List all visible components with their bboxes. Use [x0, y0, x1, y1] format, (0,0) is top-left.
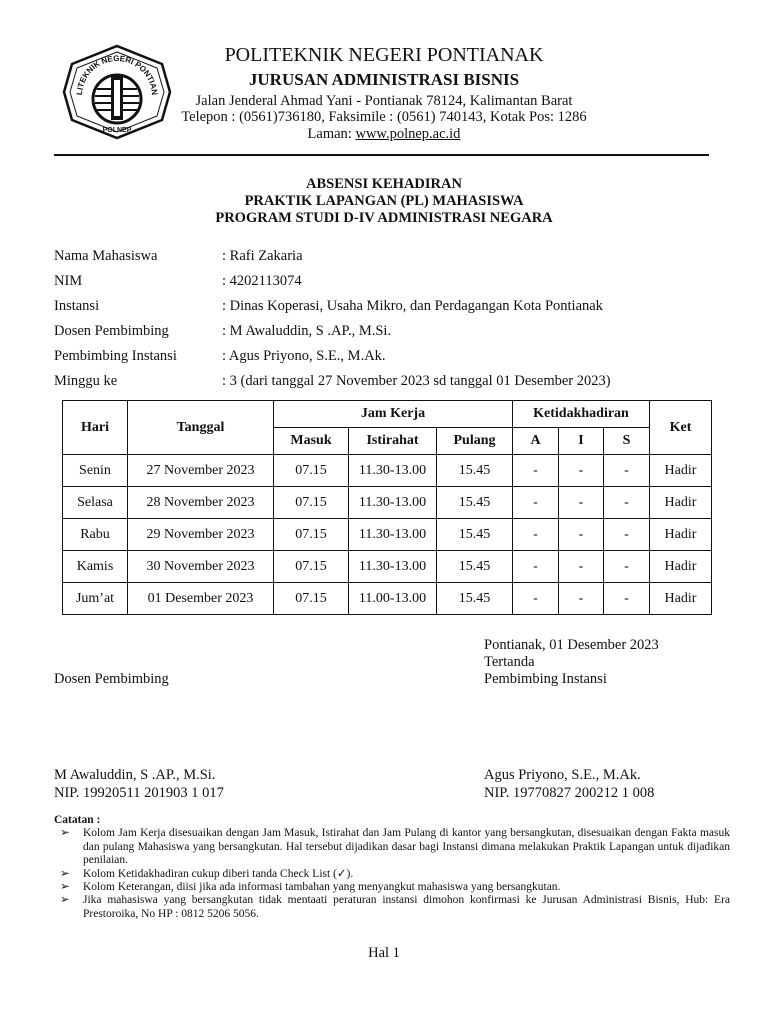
right-signer-role: Pembimbing Instansi [484, 671, 607, 687]
cell-istirahat: 11.00-13.00 [349, 583, 437, 615]
cell-masuk: 07.15 [274, 551, 349, 583]
arrow-bullet-icon: ➢ [60, 867, 70, 880]
note-text: Kolom Ketidakhadiran cukup diberi tanda Check List (✓). [83, 867, 354, 880]
notes-section [54, 814, 730, 921]
left-signer-nip: NIP. 19920511 201903 1 017 [54, 785, 224, 801]
table-row [63, 519, 712, 551]
note-text: Jika mahasiswa yang bersangkutan tidak mentaati peraturan instansi dimohon konfirmasi ke Jurusan Administrasi Bisnis, Hub: Era Prestoroika, No HP : 0812 5206 5056. [83, 894, 730, 920]
cell-masuk: 07.15 [274, 583, 349, 615]
phone-fax: Telepon : (0561)736180, Faksimile : (0561) 740143, Kotak Pos: 1286 [181, 109, 587, 125]
list-item [54, 868, 730, 881]
list-item [54, 827, 730, 867]
cell-hari: Senin [63, 455, 128, 487]
cell-tanggal: 30 November 2023 [128, 551, 274, 583]
info-value: : 4202113074 [222, 273, 302, 289]
doc-title-2: PRAKTIK LAPANGAN (PL) MAHASISWA [244, 193, 524, 209]
cell-s: - [604, 583, 650, 615]
cell-s: - [604, 551, 650, 583]
col-header-istirahat: Istirahat [349, 428, 437, 455]
info-label: Nama Mahasiswa [54, 248, 158, 264]
cell-istirahat: 11.30-13.00 [349, 487, 437, 519]
table-row [63, 487, 712, 519]
notes-list [54, 827, 730, 921]
cell-pulang: 15.45 [437, 519, 513, 551]
cell-istirahat: 11.30-13.00 [349, 551, 437, 583]
department-name: JURUSAN ADMINISTRASI BISNIS [248, 70, 520, 89]
cell-i: - [559, 487, 604, 519]
info-label: Pembimbing Instansi [54, 348, 177, 364]
arrow-bullet-icon: ➢ [60, 827, 70, 840]
info-label: Instansi [54, 298, 100, 314]
info-value: : Rafi Zakaria [222, 248, 303, 264]
website-label: Laman: [307, 126, 356, 142]
cell-i: - [559, 551, 604, 583]
cell-hari: Kamis [63, 551, 128, 583]
cell-ket: Hadir [650, 583, 712, 615]
cell-tanggal: 28 November 2023 [128, 487, 274, 519]
cell-i: - [559, 455, 604, 487]
institution-name: POLITEKNIK NEGERI PONTIANAK [224, 44, 544, 66]
cell-hari: Selasa [63, 487, 128, 519]
cell-a: - [513, 455, 559, 487]
doc-title-1: ABSENSI KEHADIRAN [306, 176, 462, 192]
cell-pulang: 15.45 [437, 583, 513, 615]
col-header-hari: Hari [63, 401, 128, 455]
place-date: Pontianak, 01 Desember 2023 [484, 637, 659, 653]
cell-s: - [604, 519, 650, 551]
cell-a: - [513, 551, 559, 583]
info-value: : Dinas Koperasi, Usaha Mikro, dan Perdagangan Kota Pontianak [222, 298, 603, 314]
arrow-bullet-icon: ➢ [60, 894, 70, 907]
col-header-pulang: Pulang [437, 428, 513, 455]
cell-pulang: 15.45 [437, 551, 513, 583]
cell-tanggal: 27 November 2023 [128, 455, 274, 487]
right-signer-nip: NIP. 19770827 200212 1 008 [484, 785, 655, 801]
col-header-ketidakhadiran: Ketidakhadiran [513, 401, 650, 428]
cell-a: - [513, 519, 559, 551]
info-value: : M Awaluddin, S .AP., M.Si. [222, 323, 392, 339]
arrow-bullet-icon: ➢ [60, 881, 70, 894]
cell-s: - [604, 455, 650, 487]
cell-masuk: 07.15 [274, 487, 349, 519]
col-header-ket: Ket [650, 401, 712, 455]
cell-masuk: 07.15 [274, 519, 349, 551]
table-row [63, 583, 712, 615]
cell-s: - [604, 487, 650, 519]
cell-tanggal: 01 Desember 2023 [128, 583, 274, 615]
list-item [54, 881, 730, 894]
doc-title-3: PROGRAM STUDI D-IV ADMINISTRASI NEGARA [215, 210, 553, 226]
note-text: Kolom Keterangan, diisi jika ada informasi tambahan yang menyangkut mahasiswa yang bersangkutan. [83, 881, 561, 894]
logo-ring-text: LITEKNIK NEGERI PONTIAN [74, 53, 160, 96]
cell-a: - [513, 487, 559, 519]
polnep-logo [62, 44, 172, 140]
cell-ket: Hadir [650, 519, 712, 551]
col-header-a: A [513, 428, 559, 455]
cell-i: - [559, 583, 604, 615]
col-header-i: I [559, 428, 604, 455]
info-label: Dosen Pembimbing [54, 323, 169, 339]
cell-pulang: 15.45 [437, 487, 513, 519]
cell-ket: Hadir [650, 455, 712, 487]
cell-tanggal: 29 November 2023 [128, 519, 274, 551]
cell-istirahat: 11.30-13.00 [349, 519, 437, 551]
header-divider [54, 154, 709, 156]
table-row [63, 551, 712, 583]
attendance-table [62, 400, 712, 615]
page-number: Hal 1 [368, 945, 400, 961]
table-row [63, 455, 712, 487]
cell-i: - [559, 519, 604, 551]
left-signer-name: M Awaluddin, S .AP., M.Si. [54, 767, 216, 783]
cell-ket: Hadir [650, 487, 712, 519]
cell-hari: Rabu [63, 519, 128, 551]
info-label: Minggu ke [54, 373, 118, 389]
col-header-s: S [604, 428, 650, 455]
col-header-jam-kerja: Jam Kerja [274, 401, 513, 428]
col-header-masuk: Masuk [274, 428, 349, 455]
cell-pulang: 15.45 [437, 455, 513, 487]
cell-a: - [513, 583, 559, 615]
tertanda-label: Tertanda [484, 654, 535, 670]
left-signer-role: Dosen Pembimbing [54, 671, 169, 687]
cell-ket: Hadir [650, 551, 712, 583]
note-text: Kolom Jam Kerja disesuaikan dengan Jam Masuk, Istirahat dan Jam Pulang di kantor yang bersangkutan, disesuaikan dengan Fakta masuk dan pulang Mahasiswa yang bersangkutan. Hal tersebut dijadikan dasar bagi Instansi dimana melakukan Praktik Lapangan untuk dijadikan penilaian. [83, 827, 730, 867]
list-item [54, 894, 730, 921]
info-label: NIM [54, 273, 83, 289]
website-link[interactable]: www.polnep.ac.id [355, 126, 461, 142]
notes-title: Catatan : [54, 814, 101, 826]
address: Jalan Jenderal Ahmad Yani - Pontianak 78124, Kalimantan Barat [195, 93, 573, 109]
info-value: : 3 (dari tanggal 27 November 2023 sd tanggal 01 Desember 2023) [222, 373, 611, 389]
col-header-tanggal: Tanggal [128, 401, 274, 455]
cell-masuk: 07.15 [274, 455, 349, 487]
cell-istirahat: 11.30-13.00 [349, 455, 437, 487]
logo-bottom-text: POLNEP [102, 127, 132, 134]
info-value: : Agus Priyono, S.E., M.Ak. [222, 348, 386, 364]
cell-hari: Jum’at [63, 583, 128, 615]
right-signer-name: Agus Priyono, S.E., M.Ak. [484, 767, 641, 783]
website-line [180, 126, 588, 143]
